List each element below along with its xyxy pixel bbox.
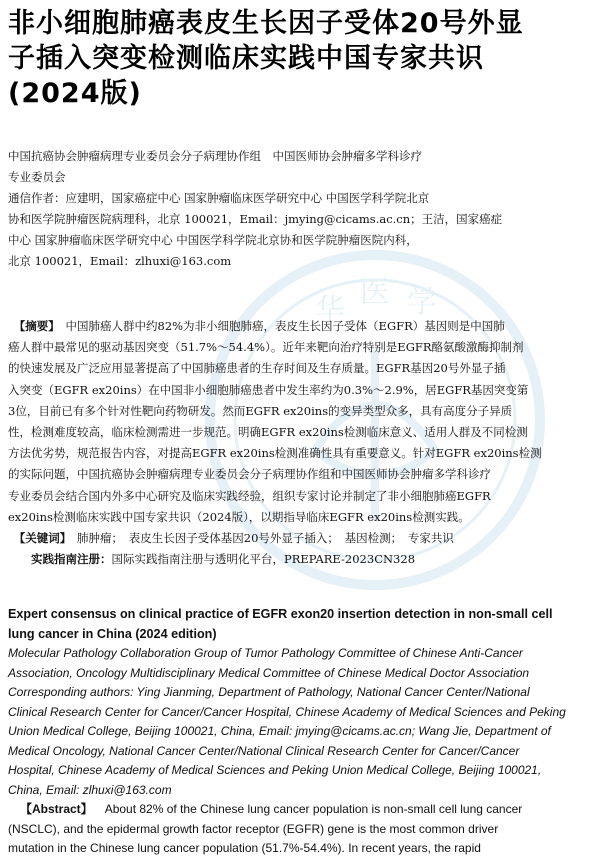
chinese-keywords-text: 肺肿瘤； 表皮生长因子受体基因20号外显子插入； 基因检测； 专家共识 <box>77 531 454 546</box>
english-abstract-line: mutation in the Chinese lung cancer population (51.7%-54.4%). In recent years, the rapid <box>8 841 481 855</box>
chinese-abstract-line: 的实际问题，中国抗癌协会肿瘤病理专业委员会分子病理协作组和中国医师协会肿瘤多学科诊疗 <box>8 467 491 482</box>
english-title-line: Expert consensus on clinical practice of EGFR exon20 insertion detection in non-small cell <box>8 607 553 621</box>
chinese-abstract <box>8 316 594 570</box>
chinese-abstract-line: 3位，目前已有多个针对性靶向药物研发。然而EGFR ex20ins的变异类型众多，具有高度分子异质 <box>8 403 513 418</box>
chinese-author-block <box>8 146 596 272</box>
chinese-abstract-line: 性，检测难度较高，临床检测需进一步规范。明确EGFR ex20ins检测临床意义、适用人群及不同检测 <box>8 425 528 440</box>
chinese-registration <box>8 549 594 570</box>
english-abstract-label: 【Abstract】 <box>20 802 93 816</box>
english-abstract-text: About 82% of the Chinese lung cancer population is non-small cell lung cancer <box>104 802 523 816</box>
chinese-abstract-text: 中国肺癌人群中约82%为非小细胞肺癌，表皮生长因子受体（EGFR）基因则是中国肺 <box>65 319 505 333</box>
english-title-line: lung cancer in China (2024 edition) <box>8 626 217 641</box>
chinese-abstract-label: 【摘要】 <box>19 319 54 333</box>
english-abstract-line <box>8 800 596 820</box>
chinese-title-line: 子插入突变检测临床实践中国专家共识 <box>8 43 484 74</box>
chinese-title-line: (2024版) <box>8 78 142 109</box>
watermark-char-2: 医 <box>360 275 390 310</box>
chinese-abstract-line <box>8 316 594 337</box>
english-authors-line: Association, Oncology Multidisciplinary Medical Committee of Chinese Medical Doctor Association <box>8 665 530 680</box>
chinese-corresponding-line: 通信作者：应建明，国家癌症中心 国家肿瘤临床医学研究中心 中国医学科学院北京 <box>8 191 430 205</box>
chinese-keywords-label: 【关键词】 <box>19 531 66 546</box>
chinese-abstract-line: 入突变（EGFR ex20ins）在中国非小细胞肺癌患者中发生率约为0.3%～2.9%，居EGFR基因突变第 <box>8 382 529 397</box>
chinese-registration-text: 国际实践指南注册与透明化平台，PREPARE-2023CN328 <box>111 552 416 567</box>
english-authors-line: Molecular Pathology Collaboration Group of Tumor Pathology Committee of Chinese Anti-Cancer <box>8 646 523 660</box>
chinese-abstract-line: 癌人群中最常见的驱动基因突变（51.7%～54.4%）。近年来靶向治疗特别是EGFR酪氨酸激酶抑制剂 <box>8 340 524 355</box>
chinese-corresponding-line: 协和医学院肿瘤医院病理科，北京 100021，Email：jmying@cicams.ac.cn；王洁，国家癌症 <box>8 212 503 226</box>
chinese-authors-line: 中国抗癌协会肿瘤病理专业委员会分子病理协作组 中国医师协会肿瘤多学科诊疗 <box>8 149 422 163</box>
watermark-char-3: 学 <box>407 285 437 320</box>
chinese-corresponding-line: 北京 100021，Email：zlhuxi@163.com <box>8 254 232 268</box>
english-corresponding-line: Hospital, Chinese Academy of Medical Sciences and Peking Union Medical College, Beijing 100021, <box>8 763 542 777</box>
chinese-abstract-line: 方法优劣势，规范报告内容，对提高EGFR ex20ins检测准确性具有重要意义。针对EGFR ex20ins检测 <box>8 446 542 461</box>
english-corresponding-line: Corresponding authors: Ying Jianming, Department of Pathology, National Cancer Center/National <box>8 685 530 699</box>
watermark-char-1: 华 <box>315 293 345 328</box>
chinese-title-line: 非小细胞肺癌表皮生长因子受体20号外显 <box>8 8 524 39</box>
chinese-abstract-line: 专业委员会结合国内外多中心研究及临床实践经验，组织专家讨论并制定了非小细胞肺癌EGFR <box>8 488 491 503</box>
english-corresponding-line: Clinical Research Center for Cancer/Cancer Hospital, Chinese Academy of Medical Sciences and Peking <box>8 704 566 719</box>
english-corresponding-line: Union Medical College, Beijing 100021, China, Email: jmying@cicams.ac.cn; Wang Jie, Department of <box>8 724 551 738</box>
english-block <box>8 605 596 859</box>
chinese-abstract-line: ex20ins检测临床实践中国专家共识（2024版），以期指导临床EGFR ex20ins检测实践。 <box>8 509 470 524</box>
chinese-authors-line: 专业委员会 <box>8 170 66 184</box>
english-corresponding-line: Medical Oncology, National Cancer Center/National Clinical Research Center for Cancer/Cancer <box>8 743 520 758</box>
english-abstract-line: (NSCLC), and the epidermal growth factor receptor (EGFR) gene is the most common driver <box>8 821 499 836</box>
chinese-keywords <box>8 528 594 549</box>
chinese-title <box>8 6 598 111</box>
english-corresponding-line: China, Email: zlhuxi@163.com <box>8 782 172 797</box>
chinese-registration-label: 实践指南注册： <box>31 552 112 567</box>
chinese-corresponding-line: 中心 国家肿瘤临床医学研究中心 中国医学科学院北京协和医学院肿瘤医院内科， <box>8 233 418 247</box>
chinese-abstract-line: 的快速发展及广泛应用显著提高了中国肺癌患者的生存时间及生存质量。EGFR基因20号外显子插 <box>8 361 506 376</box>
